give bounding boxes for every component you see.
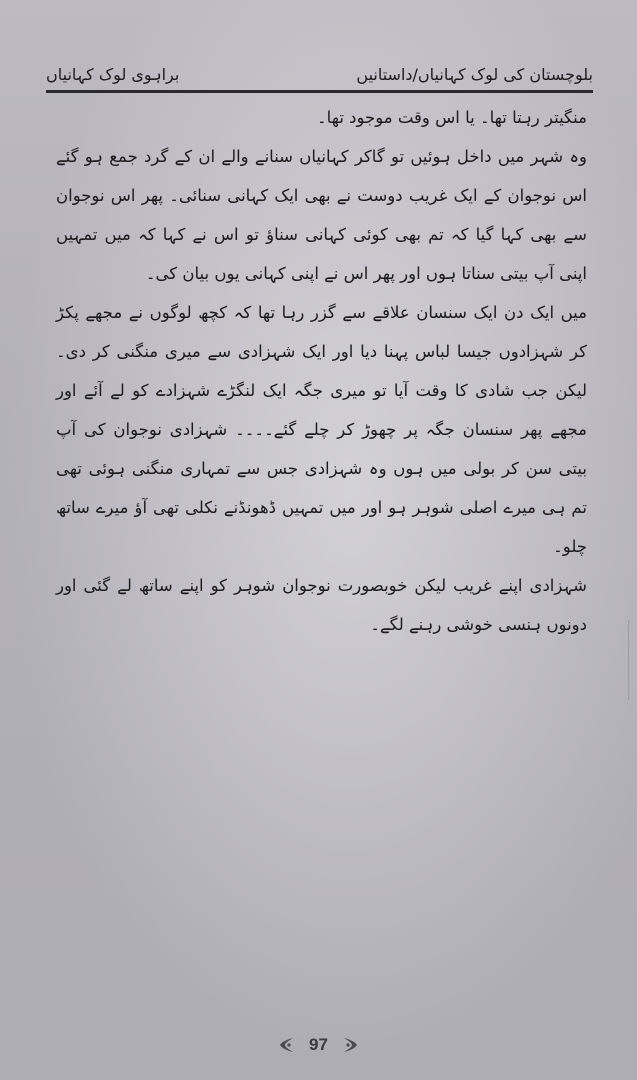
left-ornament-icon — [277, 1036, 295, 1054]
running-header — [46, 48, 593, 86]
right-ornament-icon — [342, 1036, 360, 1054]
paragraph-3: میں ایک دن ایک سنسان علاقے سے گزر رہا تھا کہ کچھ لوگوں نے مجھے پکڑ کر شہزادوں جیسا لباس پہنا دیا اور ایک شہزادی سے میری منگنی کر دی۔ لیکن جب شادی کا وقت آیا تو میری جگہ ایک لنگڑے شہزادے کو لے آئے اور مجھے پھر سنسان جگہ پر چھوڑ کر چلے گئے۔۔۔۔ شہزادی نوجوان کی آپ بیتی سن کر بولی میں ہوں وہ شہزادی جس سے تمہاری منگنی ہوئی تھی تم ہی میرے اصلی شوہر ہو اور میں تمہیں ڈھونڈنے نکلی تھی آؤ میرے ساتھ چلو۔ — [56, 303, 587, 556]
page-fold-shadow — [628, 620, 637, 700]
paragraph-4: شہزادی اپنے غریب لیکن خوبصورت نوجوان شوہر کو اپنے ساتھ لے گئی اور دونوں ہنسی خوشی رہنے لگے۔ — [56, 576, 587, 634]
header-right-title: بلوچستان کی لوک کہانیاں/داستانیں — [356, 65, 593, 84]
page-number: 97 — [309, 1035, 328, 1054]
header-left-title: براہوی لوک کہانیاں — [46, 65, 180, 84]
page-body — [56, 98, 587, 644]
header-divider — [46, 90, 593, 93]
paragraph-1: منگیتر رہتا تھا۔ یا اس وقت موجود تھا۔ — [317, 108, 587, 127]
page-footer — [0, 1030, 637, 1060]
paragraph-2: وہ شہر میں داخل ہوئیں تو گاکر کہانیاں سنانے والے ان کے گرد جمع ہو گئے اس نوجوان کے ایک غریب دوست نے بھی ایک کہانی سنائی۔ پھر اس نوجوان سے بھی کہا گیا کہ تم بھی کوئی کہانی سناؤ تو اس نے کہا کہ میں تمہیں اپنی آپ بیتی سناتا ہوں اور پھر اس نے اپنی کہانی یوں بیان کی۔ — [56, 147, 587, 283]
